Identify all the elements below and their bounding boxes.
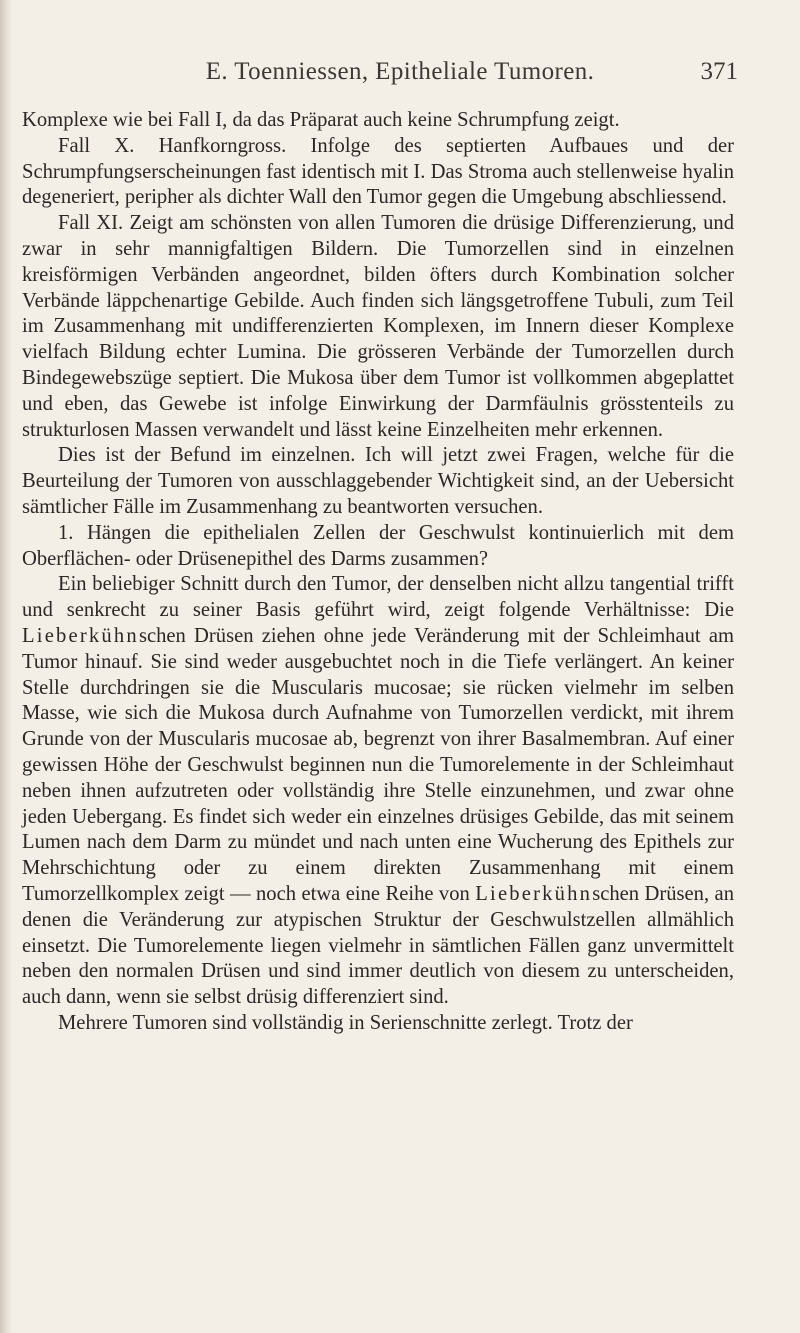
paragraph-serial-sections: Mehrere Tumoren sind vollständig in Serienschnitte zerlegt. Trotz der (58, 1011, 633, 1034)
page-number: 371 (700, 58, 738, 85)
page-header (0, 58, 800, 92)
body-text (22, 108, 734, 1037)
paragraph-summary: Dies ist der Befund im einzelnen. Ich will jetzt zwei Fragen, welche für die Beurteilung der Tumoren von ausschlaggebender Wichtigkeit sind, an der Uebersicht sämtlicher Fälle im Zusammenhang zu beantworten versuchen. (22, 444, 734, 518)
findings-text-3: schen Drüsen, an denen die Veränderung zur atypischen Struktur der Geschwulstzellen allmählich einsetzt. Die Tumorelemente liegen vielmehr in sämtlichen Fällen ganz unvermittelt neben den normalen Drüsen und sind immer deutlich von diesem zu unterscheiden, auch dann, wenn sie selbst drüsig differenziert sind. (22, 882, 734, 1009)
running-head: E. Toenniessen, Epitheliale Tumoren. (205, 58, 595, 85)
paragraph-continuation: Komplexe wie bei Fall I, da das Präparat auch keine Schrumpfung zeigt. (22, 109, 620, 131)
spaced-name-lieberkuehn: Lieberkühn (22, 624, 139, 647)
paragraph-fall-xi: Fall XI. Zeigt am schönsten von allen Tumoren die drüsige Differenzierung, und zwar in sehr mannigfaltigen Bildern. Die Tumorzellen sind in einzelnen kreisförmigen Verbänden angeordnet, bilden öfters durch Kombination solcher Verbände läppchenartige Gebilde. Auch finden sich längsgetroffene Tubuli, zum Teil im Zusammenhang mit undifferenzierten Komplexen, im Innern dieser Komplexe vielfach Bildung echter Lumina. Die grösseren Verbände der Tumorzellen durch Bindegewebszüge septiert. Die Mukosa über dem Tumor ist vollkommen abgeplattet und eben, das Gewebe ist infolge Einwirkung der Darmfäulnis grösstenteils zu strukturlosen Massen verwandelt und lässt keine Einzelheiten mehr erkennen. (22, 212, 734, 441)
paragraph-fall-x: Fall X. Hanfkorngross. Infolge des septierten Aufbaues und der Schrumpfungserscheinungen fast identisch mit I. Das Stroma auch stellenweise hyalin degeneriert, peripher als dichter Wall den Tumor gegen die Umgebung abschliessend. (22, 134, 734, 209)
paragraph-findings (22, 572, 734, 1011)
spaced-name-lieberkuehn-2: Lieberkühn (475, 882, 593, 905)
paragraph-question-1: 1. Hängen die epithelialen Zellen der Geschwulst kontinuierlich mit dem Oberflächen- oder Drüsenepithel des Darms zusammen? (22, 521, 734, 570)
page-binding-shadow (0, 0, 12, 1333)
findings-text-1: Ein beliebiger Schnitt durch den Tumor, der denselben nicht allzu tangential trifft und senkrecht zu seiner Basis geführt wird, zeigt folgende Verhältnisse: Die (22, 573, 734, 622)
findings-text-2: schen Drüsen ziehen ohne jede Veränderung mit der Schleimhaut am Tumor hinauf. Sie sind weder ausgebuchtet noch in die Tiefe verlängert. An keiner Stelle durchdringen sie die Muscularis mucosae; sie rücken vielmehr im selben Masse, wie sich die Mukosa durch Aufnahme von Tumorzellen verdickt, mit ihrem Grunde von der Muscularis mucosae ab, begrenzt von ihrer Basalmembran. Auf einer gewissen Höhe der Geschwulst beginnen nun die Tumorelemente in der Schleimhaut neben ihnen aufzutreten oder vollständig ihre Stelle einzunehmen, und zwar ohne jeden Uebergang. Es findet sich weder ein einzelnes drüsiges Gebilde, das mit seinem Lumen nach dem Darm zu mündet und nach unten eine Wucherung des Epithels zur Mehrschichtung oder zu einem direkten Zusammenhang mit einem Tumorzellkomplex zeigt — noch etwa eine Reihe von (22, 624, 734, 905)
